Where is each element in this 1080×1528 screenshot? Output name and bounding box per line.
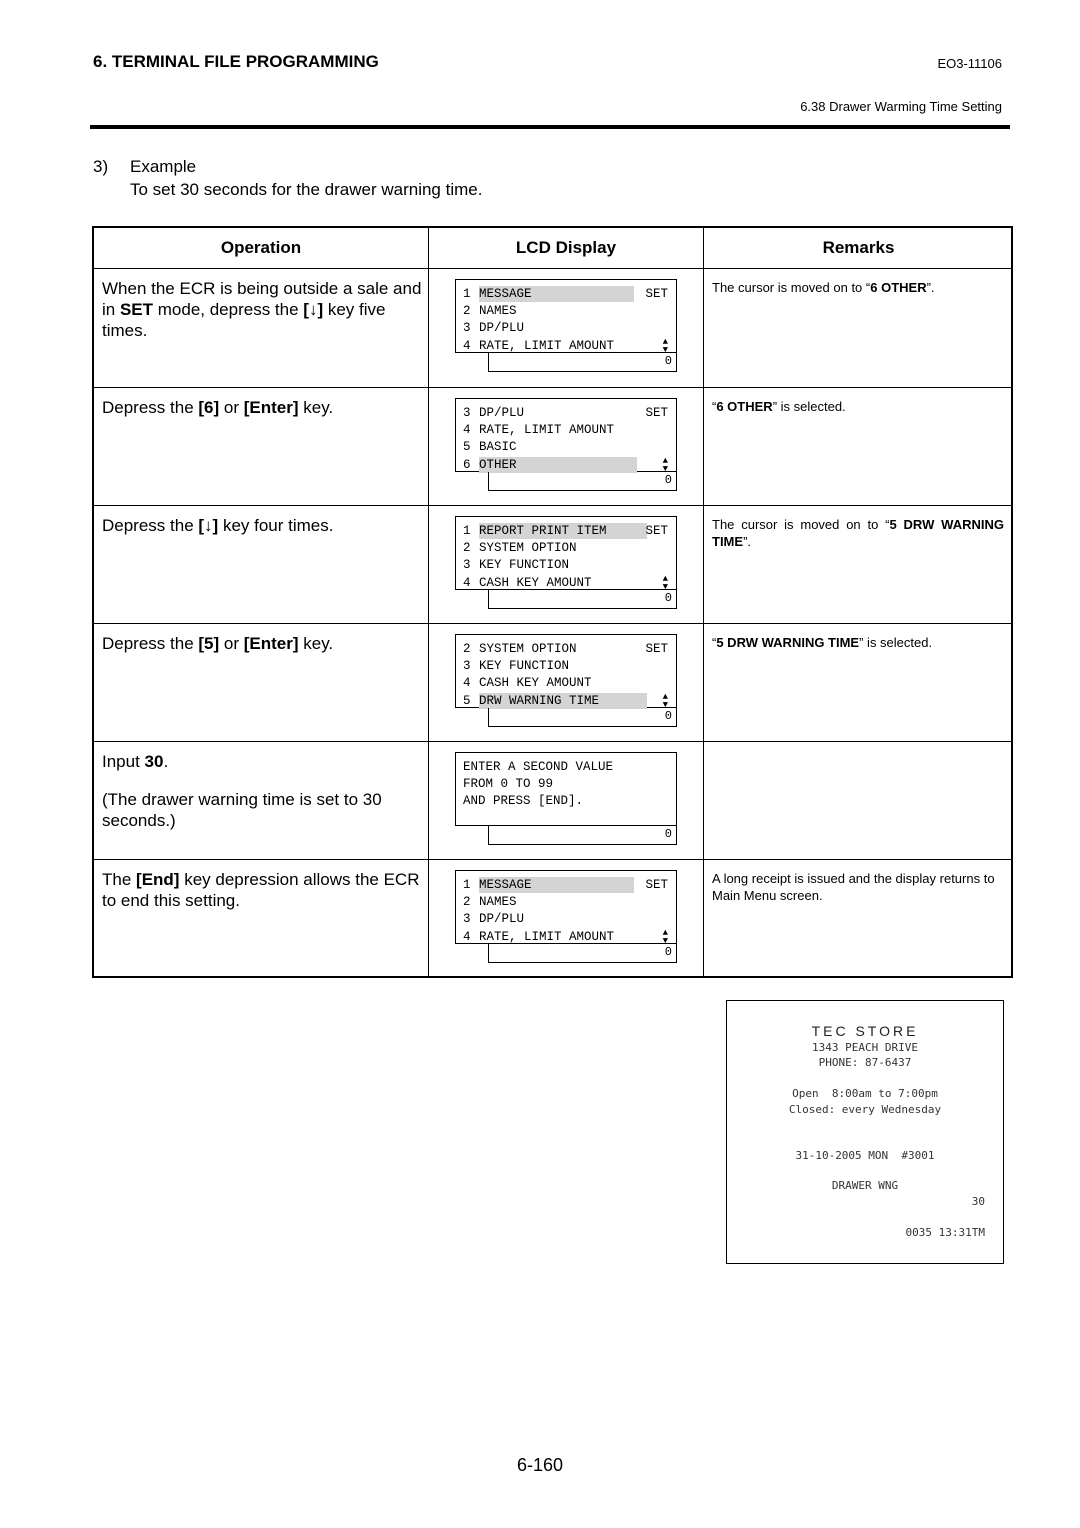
remarks-text [712, 634, 1004, 651]
row-divider [94, 623, 1011, 624]
scroll-updown-icon: ▲ ▼ [662, 927, 668, 946]
lcd-item: NAMES [479, 304, 517, 319]
operation-text [102, 633, 422, 654]
row-divider [94, 741, 1011, 742]
lcd-line-number: 6 [463, 457, 471, 472]
lcd-display [455, 398, 677, 472]
remarks-segment: The cursor is moved on to “ [712, 280, 871, 295]
lcd-line-number: 2 [463, 541, 471, 556]
lcd-cursor-item: OTHER [479, 457, 637, 473]
lcd-line [463, 641, 670, 657]
lcd-message-line: AND PRESS [END]. [463, 794, 584, 809]
operation-segment: mode, depress the [153, 300, 304, 319]
lcd-line [463, 422, 670, 438]
scroll-updown-icon: ▲ ▼ [662, 455, 668, 474]
lcd-cursor-item: MESSAGE [479, 877, 634, 893]
lcd-line-number: 3 [463, 558, 471, 573]
lcd-line [463, 929, 670, 945]
lcd-line-number: 3 [463, 321, 471, 336]
section-title: 6. TERMINAL FILE PROGRAMMING [93, 52, 379, 71]
lcd-item: KEY FUNCTION [479, 659, 570, 674]
lcd-message-line: FROM 0 TO 99 [463, 777, 554, 792]
remarks-segment: “ [712, 635, 717, 650]
header-rule [90, 125, 1010, 129]
lcd-input-value: 0 [488, 590, 677, 609]
lcd-line [463, 894, 670, 910]
remarks-segment: ” is selected. [772, 399, 846, 414]
operation-note: (The drawer warning time is set to 30 seconds.) [102, 790, 382, 830]
operation-key: [Enter] [243, 634, 299, 653]
remarks-text [712, 516, 1004, 550]
lcd-display [455, 634, 677, 708]
lcd-display [455, 516, 677, 590]
lcd-line [463, 523, 670, 539]
lcd-line [463, 693, 670, 709]
operation-segment: Input [102, 752, 145, 771]
operation-key: [End] [136, 870, 180, 889]
operation-text [102, 751, 422, 831]
operation-segment: Depress the [102, 516, 199, 535]
lcd-set-label: SET [645, 287, 668, 301]
lcd-line-number: 3 [463, 659, 471, 674]
operation-segment: Depress the [102, 634, 199, 653]
remarks-emphasis: 5 DRW WARNING TIME [712, 517, 1004, 549]
receipt-closed-days: Closed: every Wednesday [788, 1103, 942, 1116]
lcd-line-number: 2 [463, 304, 471, 319]
receipt-store-name: TEC STORE [811, 1023, 919, 1039]
lcd-item: SYSTEM OPTION [479, 642, 577, 656]
operation-key: [↓] [198, 516, 219, 535]
lcd-input-value: 0 [488, 353, 677, 372]
lcd-line-number: 3 [463, 912, 471, 927]
receipt-value: 30 [971, 1195, 985, 1208]
remarks-emphasis: 6 OTHER [870, 280, 927, 295]
lcd-line-number: 1 [463, 524, 471, 538]
remarks-text [712, 279, 1004, 296]
header-operation: Operation [220, 238, 302, 257]
lcd-cursor-item: REPORT PRINT ITEM [479, 523, 647, 539]
operation-segment: key. [298, 634, 334, 653]
operation-key: [6] [198, 398, 220, 417]
lcd-display [455, 870, 677, 944]
operation-segment: . [163, 752, 169, 771]
lcd-input-value: 0 [488, 472, 677, 491]
operation-segment: The [102, 870, 137, 889]
lcd-line-number: 2 [463, 642, 471, 656]
lcd-line-number: 4 [463, 676, 471, 691]
operation-segment: key. [298, 398, 334, 417]
lcd-item: RATE, LIMIT AMOUNT [479, 423, 615, 438]
operation-text [102, 397, 422, 418]
lcd-line [463, 675, 670, 691]
remarks-segment: “ [712, 399, 717, 414]
remarks-segment: ”. [743, 534, 752, 549]
operation-segment: key four times. [218, 516, 334, 535]
remarks-segment: ”. [926, 280, 935, 295]
operation-key: [↓] [303, 300, 324, 319]
example-label: Example [130, 157, 197, 176]
lcd-line [463, 575, 670, 591]
lcd-line [463, 540, 670, 556]
operation-key: 30 [144, 752, 164, 771]
receipt-phone: PHONE: 87-6437 [818, 1056, 912, 1069]
lcd-line [463, 338, 670, 354]
lcd-item: DP/PLU [479, 912, 525, 927]
lcd-set-label: SET [645, 406, 668, 420]
lcd-cursor-item: DRW WARNING TIME [479, 693, 647, 709]
lcd-line-number: 4 [463, 575, 471, 590]
scroll-updown-icon: ▲ ▼ [662, 573, 668, 592]
operation-text [102, 278, 422, 341]
lcd-line [463, 303, 670, 319]
subsection-title: 6.38 Drawer Warming Time Setting [800, 99, 1002, 114]
operation-segment: or [219, 634, 244, 653]
example-number: 3) [93, 157, 109, 176]
header-lcd-display: LCD Display [515, 238, 617, 257]
lcd-input-value: 0 [488, 944, 677, 963]
lcd-line-number: 5 [463, 693, 471, 708]
lcd-cursor-item: MESSAGE [479, 286, 634, 302]
lcd-line-number: 3 [463, 406, 471, 420]
operation-segment: or [219, 398, 244, 417]
header-remarks: Remarks [822, 238, 895, 257]
row-divider [94, 505, 1011, 506]
column-divider [428, 228, 429, 976]
lcd-set-label: SET [645, 642, 668, 656]
scroll-updown-icon: ▲ ▼ [662, 336, 668, 355]
lcd-line-number: 2 [463, 895, 471, 910]
header-divider [94, 268, 1011, 269]
operation-segment: key five times. [102, 300, 386, 340]
lcd-line [463, 286, 670, 302]
remarks-segment: ” is selected. [859, 635, 933, 650]
lcd-set-label: SET [645, 524, 668, 538]
example-description: To set 30 seconds for the drawer warning time. [130, 180, 483, 199]
lcd-line [463, 405, 670, 421]
lcd-line-number: 4 [463, 423, 471, 438]
lcd-line-number: 1 [463, 287, 471, 301]
lcd-line-number: 4 [463, 338, 471, 353]
receipt-address: 1343 PEACH DRIVE [812, 1041, 918, 1054]
operation-segment: key depression allows the ECR to end this setting. [102, 870, 420, 910]
lcd-item: BASIC [479, 440, 517, 455]
document-id: EO3-11106 [937, 56, 1002, 71]
lcd-item: DP/PLU [479, 321, 525, 336]
operation-text [102, 869, 422, 911]
lcd-set-label: SET [645, 878, 668, 892]
lcd-line [463, 320, 670, 336]
lcd-line [463, 457, 670, 473]
lcd-line-number: 5 [463, 440, 471, 455]
lcd-item: CASH KEY AMOUNT [479, 676, 592, 691]
receipt-item: DRAWER WNG [831, 1179, 899, 1192]
operation-key: [Enter] [243, 398, 299, 417]
lcd-line [463, 557, 670, 573]
operation-key: SET [119, 300, 154, 319]
lcd-line-number: 1 [463, 878, 471, 892]
lcd-message-line: ENTER A SECOND VALUE [463, 760, 614, 774]
remarks-emphasis: 5 DRW WARNING TIME [716, 635, 860, 650]
row-divider [94, 387, 1011, 388]
operation-key: [5] [198, 634, 220, 653]
lcd-item: SYSTEM OPTION [479, 541, 577, 556]
row-divider [94, 859, 1011, 860]
scroll-updown-icon: ▲ ▼ [662, 691, 668, 710]
lcd-item: DP/PLU [479, 406, 525, 420]
lcd-display [455, 279, 677, 353]
lcd-item: RATE, LIMIT AMOUNT [479, 929, 615, 944]
lcd-line-number: 4 [463, 929, 471, 944]
page-number: 6-160 [516, 1455, 564, 1475]
lcd-item: KEY FUNCTION [479, 558, 570, 573]
receipt-date-line: 31-10-2005 MON #3001 [795, 1149, 935, 1162]
lcd-display [455, 752, 677, 826]
remarks-segment: A long receipt is issued and the display returns to Main Menu screen. [712, 871, 995, 903]
remarks-emphasis: 6 OTHER [716, 399, 773, 414]
receipt-open-hours: Open 8:00am to 7:00pm [792, 1087, 938, 1100]
remarks-text [712, 870, 1004, 904]
operation-segment: When the ECR is being outside a sale and in [102, 279, 422, 319]
receipt [726, 1000, 1004, 1264]
remarks-segment: The cursor is moved on to “ [712, 517, 890, 532]
lcd-line [463, 658, 670, 674]
operation-segment: Depress the [102, 398, 199, 417]
procedure-table [92, 226, 1013, 978]
lcd-item: RATE, LIMIT AMOUNT [479, 338, 615, 353]
receipt-footer: 0035 13:31TM [905, 1226, 985, 1239]
lcd-line [463, 877, 670, 893]
remarks-text [712, 398, 1004, 415]
lcd-input-value: 0 [488, 826, 677, 845]
lcd-input-value: 0 [488, 708, 677, 727]
lcd-line [463, 911, 670, 927]
column-divider [703, 228, 704, 976]
lcd-item: NAMES [479, 895, 517, 910]
operation-text [102, 515, 422, 536]
lcd-item: CASH KEY AMOUNT [479, 575, 592, 590]
lcd-line [463, 439, 670, 455]
